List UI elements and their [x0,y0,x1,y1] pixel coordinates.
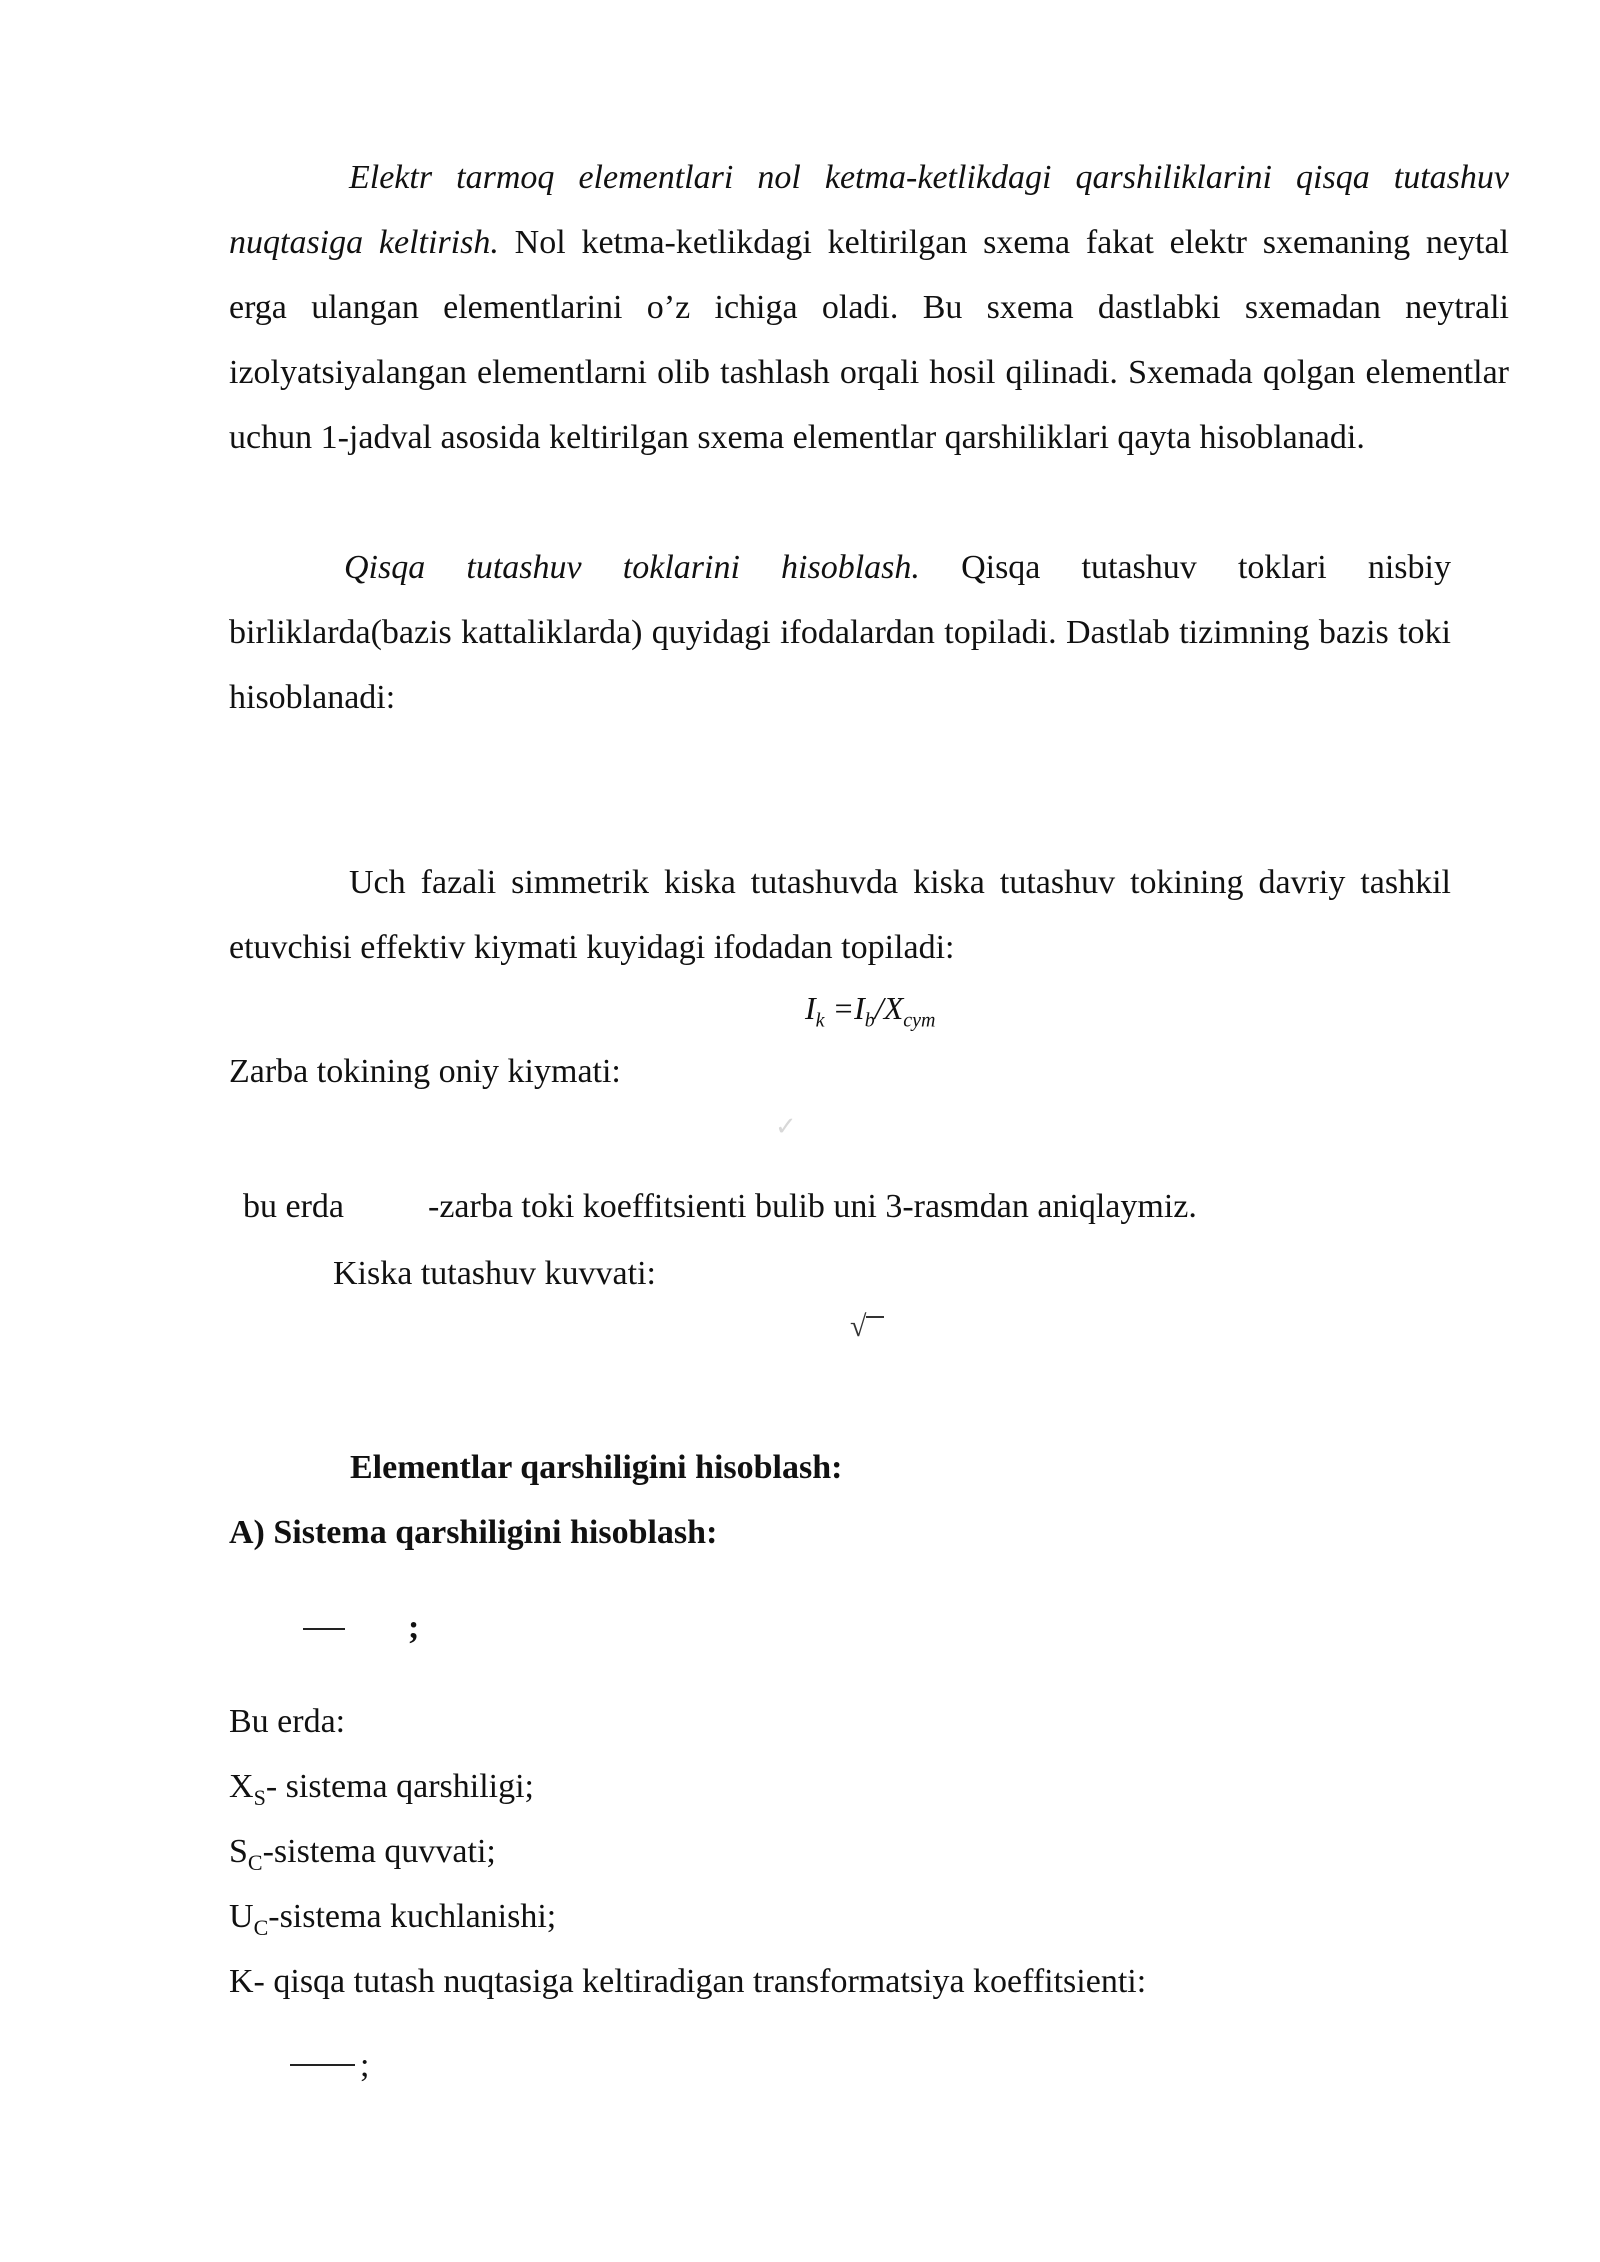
fraction-bar [303,1628,345,1630]
section-heading: Elementlar qarshiligini hisoblash: [350,1449,843,1486]
bu-erda-label: bu erda [243,1188,345,1225]
definition-sc [229,1832,496,1883]
formula-ib-sub: b [864,1009,875,1032]
paragraph-zero-sequence-heading: Elektr tarmoq elementlari nol ketma-ketlikdagi qarshiliklarini qisqa tutashuv nuqtasiga keltirish. [229,159,1509,261]
faint-check-mark: ✓ [775,1112,797,1141]
formula-ik [805,988,935,1040]
paragraph-zero-sequence [229,145,1509,470]
definition-symbol: X [229,1768,254,1805]
definition-symbol: U [229,1898,254,1935]
formula-semicolon-1: ; [408,1609,420,1646]
formula-ik-sub: k [815,1009,825,1032]
paragraph-zero-sequence-body: Nol ketma-ketlikdagi keltirilgan sxema fakat elektr sxemaning neytal erga ulangan elementlarini o’z ichiga oladi. Bu sxema dastlabki sxemadan neytrali izolyatsiyalangan elementlarni olib tashlash orqali hosil qilinadi. Sxemada qolgan elementlar uchun 1-jadval asosida keltirilgan sxema elementlar qarshiliklari qayta hisoblanadi. [229,224,1509,456]
sqrt-bar [866,1316,884,1318]
bu-erda-heading: Bu erda: [229,1703,346,1740]
definition-text: -sistema kuchlanishi; [268,1898,557,1935]
paragraph-short-circuit-body: Qisqa tutashuv toklari nisbiy birliklarda(bazis kattaliklarda) quyidagi ifodalardan topiladi. Dastlab tizimning bazis toki hisoblanadi: [229,549,1451,716]
sqrt-glyph: √ [850,1310,867,1343]
k-definition-line: K- qisqa tutash nuqtasiga keltiradigan transformatsiya koeffitsienti: [229,1963,1147,2000]
sqrt-symbol [850,1310,884,1344]
definition-xs [229,1767,534,1818]
definition-uc [229,1897,556,1948]
zarba-line: Zarba tokining oniy kiymati: [229,1053,621,1090]
kiska-kuvvat-line: Kiska tutashuv kuvvati: [333,1255,656,1292]
definition-text: -sistema quvvati; [262,1833,496,1870]
formula-x-symbol: /X [874,990,904,1026]
subsection-heading: A) Sistema qarshiligini hisoblash: [229,1514,718,1551]
fraction-bar-2 [290,2064,355,2066]
formula-x-sub: cym [903,1009,936,1032]
definition-subscript: S [253,1784,266,1810]
definition-symbol: S [229,1833,248,1870]
formula-ik-symbol: I [805,990,816,1026]
definition-subscript: C [253,1914,269,1940]
paragraph-short-circuit-heading: Qisqa tutashuv toklarini hisoblash. [344,549,920,586]
formula-semicolon-2: ; [360,2047,370,2084]
formula-ik-equals: = [824,990,855,1026]
definition-subscript: C [247,1849,263,1875]
zarba-koef-text: -zarba toki koeffitsienti bulib uni 3-rasmdan aniqlaymiz. [428,1188,1197,1225]
formula-ib-symbol: I [854,990,865,1026]
paragraph-three-phase: Uch fazali simmetrik kiska tutashuvda kiska tutashuv tokining davriy tashkil etuvchisi effektiv kiymati kuyidagi ifodadan topiladi: [229,864,1451,966]
paragraph-short-circuit-currents [229,535,1451,730]
definition-text: - sistema qarshiligi; [265,1768,534,1805]
